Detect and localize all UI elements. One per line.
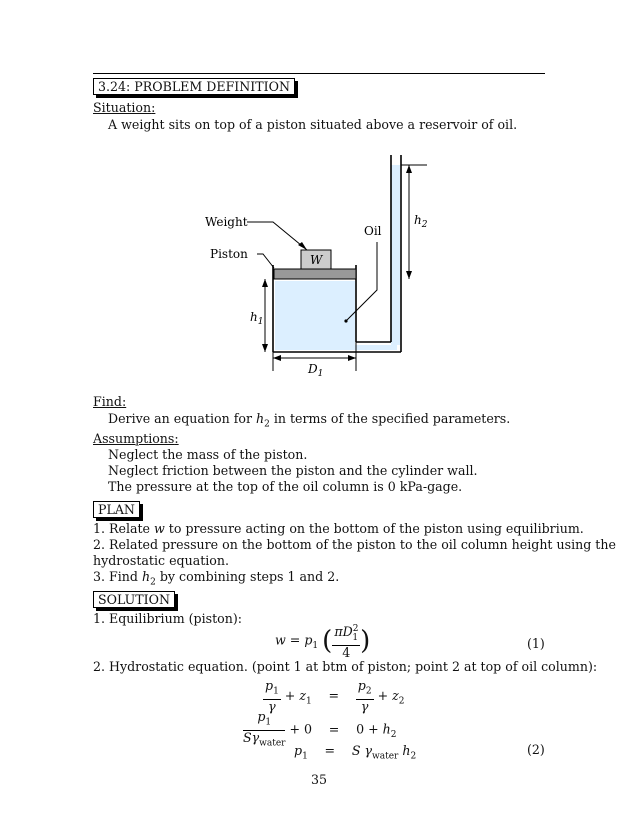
weight-leader bbox=[247, 222, 307, 250]
piston-reservoir-figure bbox=[195, 145, 455, 377]
top-rule bbox=[93, 73, 545, 74]
h1-arrow-top bbox=[262, 279, 268, 287]
hydrostatic-line-3: $p_1 = S$ $\gamma_{water}$ $h_2$ bbox=[294, 743, 417, 762]
plan-step-3: 3. Find $h_2$ by combining steps 1 and 2. bbox=[93, 569, 340, 588]
plan-step-1: 1. Relate w to pressure acting on the bottom of the piston using equilibrium. bbox=[93, 521, 584, 536]
situation-text: A weight sits on top of a piston situated above a reservoir of oil. bbox=[108, 117, 518, 132]
assumption-item: The pressure at the top of the oil column is 0 kPa-gage. bbox=[108, 479, 463, 494]
oil-tank-fill bbox=[275, 281, 355, 345]
assumptions-heading: Assumptions: bbox=[93, 431, 179, 446]
piston bbox=[274, 269, 356, 279]
d1-label: $D_1$ bbox=[308, 362, 324, 377]
problem-definition-heading: 3.24: PROBLEM DEFINITION bbox=[93, 78, 295, 95]
assumption-item: Neglect friction between the piston and the cylinder wall. bbox=[108, 463, 478, 478]
hydrostatic-line-1: $\frac{p_1}{\gamma}$ + $z_1$ = $\frac{p_2}{\gamma}$ + $z_2$ bbox=[265, 678, 405, 714]
oil-label: Oil bbox=[364, 224, 382, 238]
weight-symbol: W bbox=[310, 253, 323, 267]
plan-heading: PLAN bbox=[93, 501, 140, 518]
h1-label: $h_1$ bbox=[250, 310, 264, 327]
piston-label: Piston bbox=[210, 247, 248, 261]
oil-column-fill bbox=[391, 165, 398, 345]
h2-label: $h_2$ bbox=[414, 213, 428, 230]
equation-1: $w = p_1$ ( $\frac{\pi D^2_1}{4}$ ) bbox=[275, 624, 371, 660]
solution-step-1: 1. Equilibrium (piston): bbox=[93, 611, 243, 626]
plan-step-2-cont: hydrostatic equation. bbox=[93, 553, 229, 568]
d1-arrow-left bbox=[273, 355, 281, 361]
assumption-item: Neglect the mass of the piston. bbox=[108, 447, 308, 462]
h2-arrow-bottom bbox=[406, 271, 412, 279]
h2-arrow-top bbox=[406, 165, 412, 173]
situation-heading: Situation: bbox=[93, 100, 156, 115]
oil-point bbox=[344, 319, 347, 322]
equation-2-number: (2) bbox=[527, 742, 545, 757]
d1-arrow-right bbox=[348, 355, 356, 361]
weight-label: Weight bbox=[205, 215, 248, 229]
page-number: 35 bbox=[311, 772, 328, 787]
piston-leader bbox=[257, 254, 274, 268]
h1-arrow-bottom bbox=[262, 344, 268, 352]
solution-heading: SOLUTION bbox=[93, 591, 175, 608]
equation-1-number: (1) bbox=[527, 636, 545, 651]
hydrostatic-line-2: $\frac{p_1}{S\gamma_{water}}$ + $0 = 0 + h_2$ bbox=[243, 709, 397, 749]
find-heading: Find: bbox=[93, 394, 127, 409]
find-text: Derive an equation for $h_2$ in terms of the specified parameters. bbox=[108, 411, 511, 430]
plan-step-2: 2. Related pressure on the bottom of the piston to the oil column height using the bbox=[93, 537, 616, 552]
solution-step-2: 2. Hydrostatic equation. (point 1 at btm of piston; point 2 at top of oil column): bbox=[93, 659, 598, 674]
